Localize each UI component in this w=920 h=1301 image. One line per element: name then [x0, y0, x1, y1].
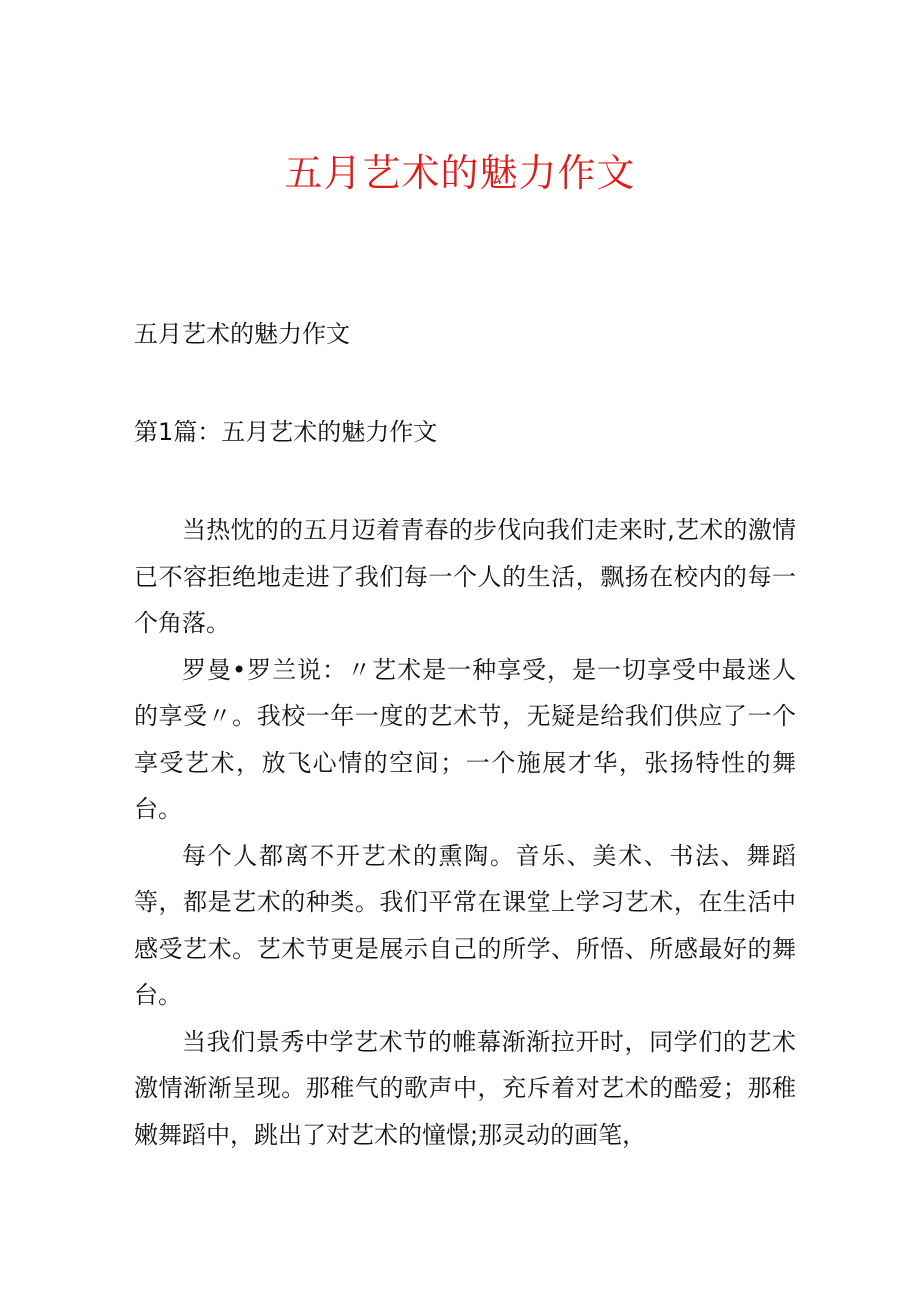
document-subtitle: 五月艺术的魅力作文: [134, 320, 350, 348]
chapter-heading: 第1篇：五月艺术的魅力作文: [134, 418, 438, 446]
paragraph: 罗曼•罗兰说：〃艺术是一种享受，是一切享受中最迷人的享受〃。我校一年一度的艺术节，无疑是给我们供应了一个享受艺术，放飞心情的空间；一个施展才华，张扬特性的舞台。: [134, 655, 796, 823]
body-text: [134, 507, 796, 1158]
paragraph: 当我们景秀中学艺术节的帷幕渐渐拉开时，同学们的艺术激情渐渐呈现。那稚气的歌声中，充斥着对艺术的酷爱；那稚嫩舞蹈中，跳出了对艺术的憧憬;那灵动的画笔，: [134, 1027, 796, 1149]
paragraph: 当热忱的的五月迈着青春的步伐向我们走来时,艺术的激情已不容拒绝地走进了我们每一个人的生活，飘扬在校内的每一个角落。: [134, 516, 796, 637]
paragraph: 每个人都离不开艺术的熏陶。音乐、美术、书法、舞蹈等，都是艺术的种类。我们平常在课堂上学习艺术，在生活中感受艺术。艺术节更是展示自己的所学、所悟、所感最好的舞台。: [134, 841, 796, 1009]
document-title: 五月艺术的魅力作文: [284, 151, 636, 195]
